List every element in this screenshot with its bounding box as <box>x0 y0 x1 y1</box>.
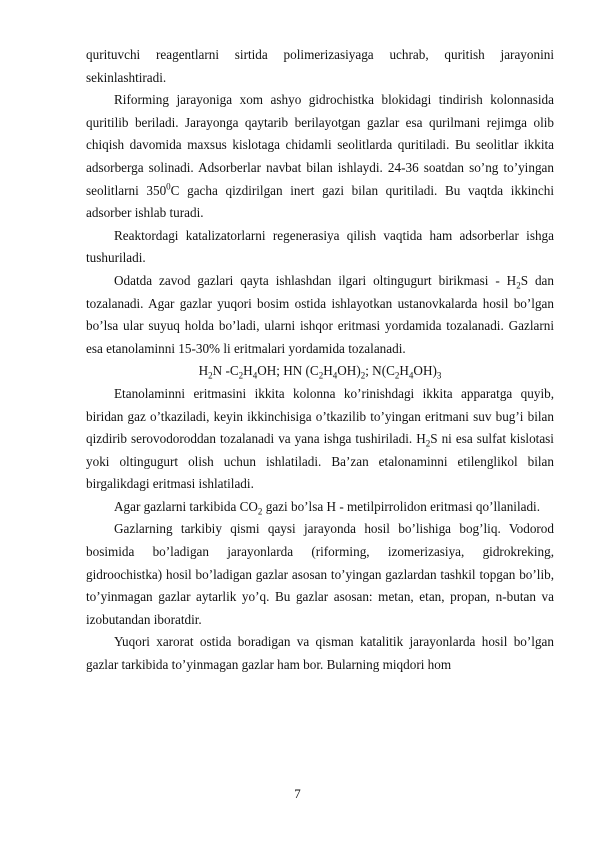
paragraph-5-text-after: S ni esa sulfat kislotasi yoki oltingugurt olish uchun ishlatiladi. Ba’zan etalonaminni etilenglikol bilan birgalikdagi eritmasi ishlatiladi. <box>86 431 554 492</box>
paragraph-6-sub: 2 <box>257 506 263 517</box>
paragraph-1-text: qurituvchi reagentlarni sirtida polimerizasiyaga uchrab, quritish jarayonini sekinlashtiradi. <box>86 47 554 85</box>
formula-part: N -C <box>212 363 239 379</box>
formula-part: H <box>399 363 409 379</box>
paragraph-7-text: Gazlarning tarkibiy qismi qaysi jarayonda hosil bo’lishiga bog’liq. Vodorod bosimida bo’ladigan jarayonlarda (riforming, izomerizasiya, gidrokreking, gidroochistka) hosil bo’ladigan gazlar asosan to’yingan gazlardan tashkil topgan bo’lib, to’yinmagan gazlar aytarlik yo’q. Bu gazlar asosan: metan, etan, propan, n-butan va izobutandan iboratdir. <box>86 521 554 627</box>
paragraph-4-text-after: S dan tozalanadi. Agar gazlar yuqori bosim ostida ishlayotkan ustanovkalarda hosil bo’lgan bo’lsa ular suyuq holda bo’ladi, ularni ishqor eritmasi yordamida tozalanadi. Gazlarni esa etanolaminni 15-30% li eritmalari yordamida tozalanadi. <box>86 272 555 356</box>
formula-sub: 3 <box>436 370 442 381</box>
formula-sub: 4 <box>252 370 258 381</box>
paragraph-2-text: Riforming jarayoniga xom ashyo gidrochistka blokidagi tindirish kolonnasida quritilib beriladi. Jarayonga qaytarib berilayotgan gazlar esa qurilmani rejimga olib chiqish davomida maxsus kislotaga chidamli seolitlarda quritiladi. Bu seolitlar ikkita adsorberga solinadi. Adsorberlar navbat bilan ishlaydi. 24-36 soatdan so’ng to’yingan seolitlarni 350 <box>86 92 554 198</box>
paragraph-4 <box>86 270 554 360</box>
chemical-formula <box>86 360 554 383</box>
paragraph-5 <box>86 383 554 496</box>
paragraph-1 <box>86 44 554 89</box>
paragraph-7 <box>86 518 554 631</box>
paragraph-2-text-after: C gacha qizdirilgan inert gazi bilan quritiladi. Bu vaqtda ikkinchi adsorber ishlab turadi. <box>86 182 554 221</box>
paragraph-3-text: Reaktordagi katalizatorlarni regenerasiya qilish vaqtida ham adsorberlar ishga tushuriladi. <box>86 227 554 266</box>
paragraph-6 <box>86 496 554 519</box>
page-number: 7 <box>294 786 301 801</box>
paragraph-2-degree-sup: 0 <box>166 181 171 192</box>
formula-part: H <box>243 363 253 379</box>
paragraph-8-text: Yuqori xarorat ostida boradigan va qisman katalitik jarayonlarda hosil bo’lgan gazlar tarkibida to’yinmagan gazlar ham bor. Bularning miqdori hom <box>86 634 554 673</box>
formula-sub: 2 <box>318 370 324 381</box>
formula-part: OH; HN (C <box>257 363 319 379</box>
document-page <box>86 44 554 677</box>
formula-part: ; N(C <box>365 363 395 379</box>
paragraph-4-text-before: Odatda zavod gazlari qayta ishlashdan ilgari oltingugurt birikmasi - H <box>114 272 517 288</box>
formula-part: OH) <box>337 363 361 379</box>
formula-part: H <box>323 363 333 379</box>
paragraph-6-text-after: gazi bo’lsa H - metilpirrolidon eritmasi qo’llaniladi. <box>262 498 541 514</box>
formula-sub: 2 <box>238 370 244 381</box>
paragraph-8 <box>86 631 554 676</box>
formula-sub: 2 <box>360 370 366 381</box>
paragraph-5-text-before: Etanolaminni eritmasini ikkita kolonna ko’rinishdagi ikkita apparatga quyib, biridan gaz o’tkaziladi, keyin ikkinchisiga o’tkazilib to’yingan eritmani suv bug’i bilan qizdirib serovodoroddan tozalanadi va yana ishga tushiriladi. H <box>86 385 554 447</box>
paragraph-6-text-before: Agar gazlarni tarkibida CO <box>114 498 258 514</box>
formula-sub: 4 <box>408 370 414 381</box>
formula-sub: 2 <box>208 370 213 381</box>
formula-part: H <box>198 363 209 379</box>
paragraph-3 <box>86 225 554 270</box>
paragraph-5-sub: 2 <box>425 438 431 449</box>
paragraph-2 <box>86 89 554 225</box>
formula-part: OH) <box>413 363 437 379</box>
formula-sub: 4 <box>332 370 338 381</box>
paragraph-4-sub: 2 <box>516 280 521 291</box>
formula-sub: 2 <box>394 370 400 381</box>
